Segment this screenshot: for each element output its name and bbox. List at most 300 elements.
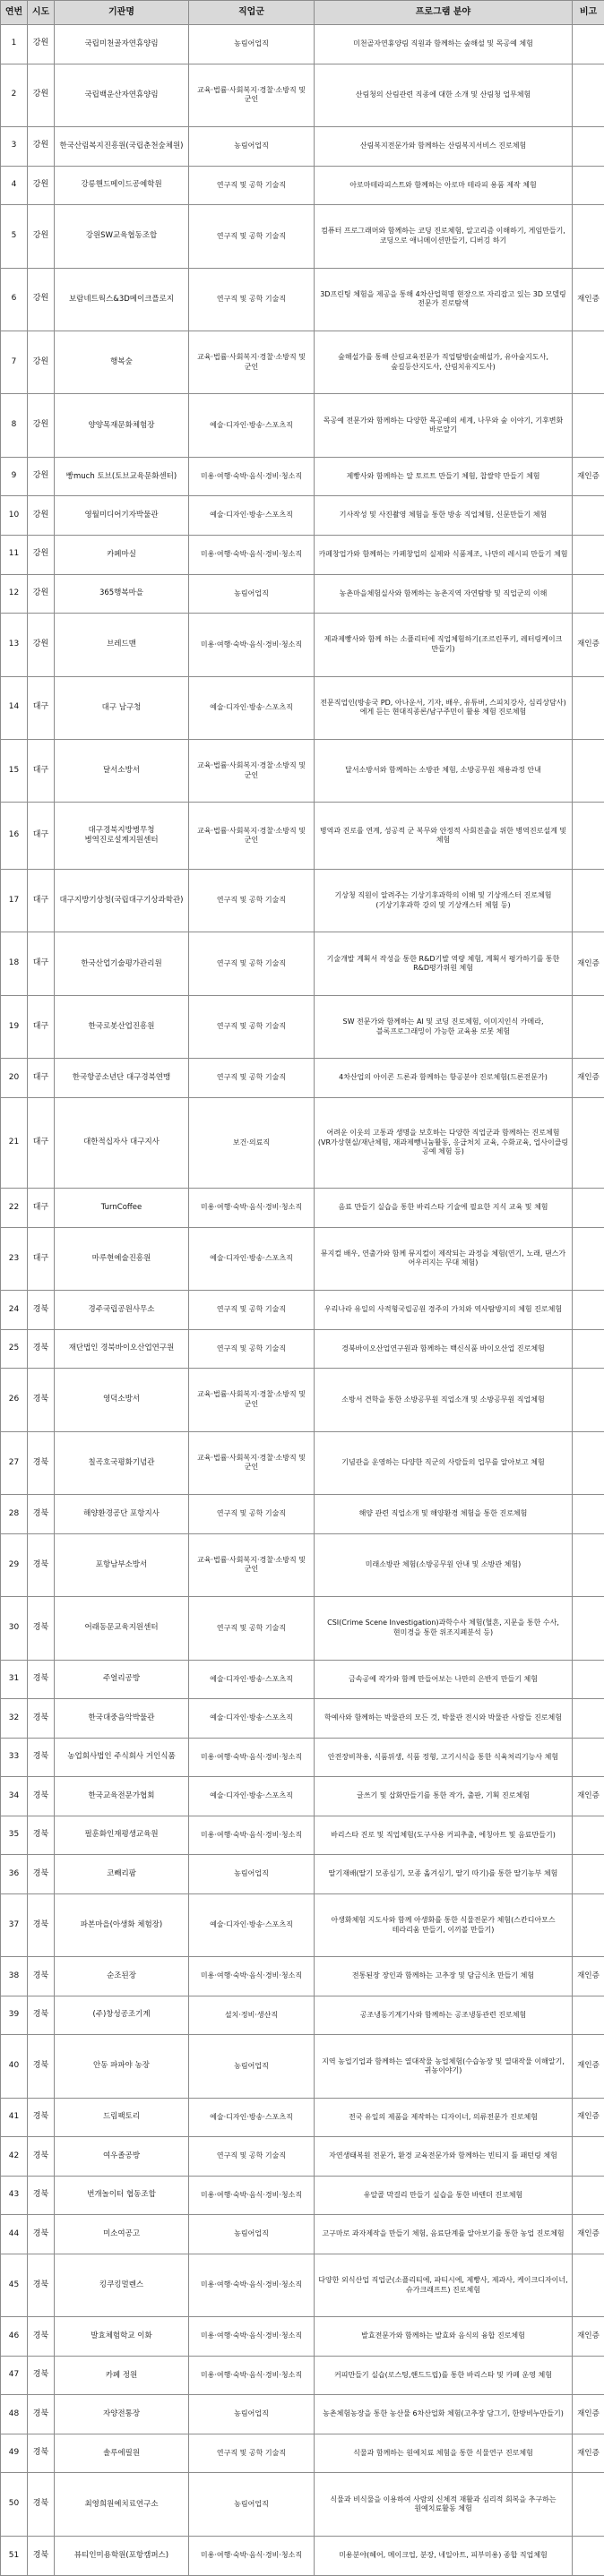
row-organization: 영덕소방서 <box>55 1369 189 1431</box>
row-note <box>573 394 604 457</box>
row-organization: 한국항공소년단 대구경북연맹 <box>55 1059 189 1098</box>
row-job-group: 미용·여행·숙박·음식·경비·청소직 <box>189 1738 315 1777</box>
row-note <box>573 1369 604 1431</box>
table-row <box>1 2434 604 2473</box>
row-organization: 한국대중음악박물관 <box>55 1699 189 1739</box>
row-organization: 영월미디어기자박물관 <box>55 496 189 536</box>
table-row <box>1 1227 604 1290</box>
row-program: 카페창업가와 함께하는 카페창업의 실제와 식품제조, 나만의 레시피 만들기 체험 <box>315 536 573 575</box>
table-row <box>1 2473 604 2536</box>
row-program: 음료 만들기 실습을 통한 바리스타 기술에 필요한 지식 교육 및 체험 <box>315 1189 573 1228</box>
row-region: 경북 <box>28 1957 55 1996</box>
row-job-group: 연구직 및 공학 기술직 <box>189 1329 315 1369</box>
row-organization: 경주국립공원사무소 <box>55 1291 189 1330</box>
row-organization: 달서소방서 <box>55 740 189 803</box>
row-organization: 포항남부소방서 <box>55 1533 189 1596</box>
row-region: 경북 <box>28 2176 55 2215</box>
row-region: 강원 <box>28 457 55 496</box>
row-region: 대구 <box>28 932 55 995</box>
row-number: 7 <box>1 331 28 394</box>
row-number: 1 <box>1 25 28 64</box>
row-region: 강원 <box>28 536 55 575</box>
row-job-group: 미용·여행·숙박·음식·경비·청소직 <box>189 1816 315 1855</box>
row-program: 공조냉동기계기사와 함께하는 공조냉동관련 진로체험 <box>315 1996 573 2035</box>
row-program: 글쓰기 및 삽화만들기를 통한 작가, 출판, 기획 진로체험 <box>315 1777 573 1816</box>
header-program: 프로그램 분야 <box>315 1 573 25</box>
row-note: 재인증 <box>573 932 604 995</box>
row-organization: 빵much 토브(토브교육문화센터) <box>55 457 189 496</box>
row-number: 12 <box>1 574 28 614</box>
row-note <box>573 166 604 205</box>
row-job-group: 미용·여행·숙박·음식·경비·청소직 <box>189 536 315 575</box>
row-job-group: 교육·법률·사회복지·경찰·소방직 및 군인 <box>189 64 315 126</box>
header-org: 기관명 <box>55 1 189 25</box>
row-note <box>573 1996 604 2035</box>
row-job-group: 연구직 및 공학 기술직 <box>189 166 315 205</box>
row-number: 13 <box>1 614 28 676</box>
row-region: 강원 <box>28 64 55 126</box>
row-job-group: 연구직 및 공학 기술직 <box>189 1291 315 1330</box>
row-region: 경북 <box>28 1533 55 1596</box>
row-job-group: 예술·디자인·방송·스포츠직 <box>189 2098 315 2137</box>
row-note <box>573 1495 604 1534</box>
row-region: 대구 <box>28 1097 55 1188</box>
row-organization: 최영희원예치료연구소 <box>55 2473 189 2536</box>
row-organization: 양양목재문화체험장 <box>55 394 189 457</box>
row-program: 제과제빵사와 함께 하는 소플리터에 직업체험하기(조르린푸키, 레터링케이크 만들기) <box>315 614 573 676</box>
row-region: 경북 <box>28 2536 55 2575</box>
row-organization: 국립백운산자연휴양림 <box>55 64 189 126</box>
row-note: 재인증 <box>573 2098 604 2137</box>
row-note <box>573 496 604 536</box>
row-number: 45 <box>1 2254 28 2316</box>
row-number: 33 <box>1 1738 28 1777</box>
row-organization: 행복숲 <box>55 331 189 394</box>
row-region: 경북 <box>28 1893 55 1956</box>
row-note <box>573 1227 604 1290</box>
row-note <box>573 1189 604 1228</box>
row-number: 18 <box>1 932 28 995</box>
row-number: 11 <box>1 536 28 575</box>
row-note <box>573 1097 604 1188</box>
table-row <box>1 614 604 676</box>
row-organization: 코빼리팜 <box>55 1855 189 1894</box>
row-number: 4 <box>1 166 28 205</box>
row-note <box>573 1855 604 1894</box>
row-number: 29 <box>1 1533 28 1596</box>
row-region: 강원 <box>28 574 55 614</box>
table-row <box>1 2317 604 2357</box>
row-note <box>573 64 604 126</box>
row-note: 재인증 <box>573 457 604 496</box>
row-program: 기술개발 계획서 작성을 통한 R&D기발 역량 체험, 계획서 평가하기를 통한 R&D평가위원 체험 <box>315 932 573 995</box>
row-organization: 강릉핸드메이드공예학원 <box>55 166 189 205</box>
row-organization: 국립미천골자연휴양림 <box>55 25 189 64</box>
row-organization: (주)창성공조기계 <box>55 1996 189 2035</box>
row-number: 47 <box>1 2356 28 2395</box>
table-row <box>1 1699 604 1739</box>
table-row <box>1 2035 604 2098</box>
row-note: 재인증 <box>573 614 604 676</box>
row-organization: 안동 파파야 농장 <box>55 2035 189 2098</box>
row-organization: 한국산업기술평가관리원 <box>55 932 189 995</box>
row-number: 49 <box>1 2434 28 2473</box>
row-number: 43 <box>1 2176 28 2215</box>
row-number: 20 <box>1 1059 28 1098</box>
row-job-group: 교육·법률·사회복지·경찰·소방직 및 군인 <box>189 803 315 869</box>
table-row <box>1 574 604 614</box>
row-organization: 펄훈화인재평생교육원 <box>55 1816 189 1855</box>
table-row <box>1 1097 604 1188</box>
row-organization: 대구지방기상청(국립대구기상과학관) <box>55 869 189 932</box>
row-number: 15 <box>1 740 28 803</box>
row-job-group: 농림어업직 <box>189 2035 315 2098</box>
row-job-group: 미용·여행·숙박·음식·경비·청소직 <box>189 2176 315 2215</box>
row-note <box>573 869 604 932</box>
row-region: 강원 <box>28 25 55 64</box>
row-region: 강원 <box>28 127 55 167</box>
table-row <box>1 331 604 394</box>
row-job-group: 미용·여행·숙박·음식·경비·청소직 <box>189 614 315 676</box>
table-row <box>1 268 604 331</box>
table-row <box>1 1369 604 1431</box>
row-note <box>573 574 604 614</box>
row-program: 기상청 직원이 알려주는 기상기후과학의 이해 및 기상캐스터 진로체험(기상기후과학 강의 및 기상캐스터 체험 등) <box>315 869 573 932</box>
row-region: 강원 <box>28 166 55 205</box>
header-row <box>1 1 604 25</box>
row-number: 46 <box>1 2317 28 2357</box>
row-job-group: 연구직 및 공학 기술직 <box>189 268 315 331</box>
row-note: 재인증 <box>573 2215 604 2254</box>
row-region: 경북 <box>28 1660 55 1699</box>
row-number: 19 <box>1 995 28 1058</box>
row-organization: 킹쿠킹멀렌스 <box>55 2254 189 2316</box>
row-program: SW 전문가와 함께하는 AI 및 코딩 진로체험, 이미지인식 카메라, 블록프로그래밍이 가능한 교육용 로봇 체험 <box>315 995 573 1058</box>
row-organization: 보람네트웍스&3D메이크플로지 <box>55 268 189 331</box>
row-organization: 솔루에필원 <box>55 2434 189 2473</box>
row-number: 8 <box>1 394 28 457</box>
row-note <box>573 1291 604 1330</box>
row-organization: 대구 남구청 <box>55 676 189 739</box>
row-job-group: 교육·법률·사회복지·경찰·소방직 및 군인 <box>189 1369 315 1431</box>
row-job-group: 교육·법률·사회복지·경찰·소방직 및 군인 <box>189 1431 315 1494</box>
row-program: 어려운 이웃의 고통과 생명을 보호하는 다양한 직업군과 함께하는 진로체험(VR가상현실/재난체험, 재과제뺑니눔활동, 응급처치 교육, 수화교육, 업사이클링 공예 체험 등) <box>315 1097 573 1188</box>
row-program: 산림청의 산림관련 직종에 대한 소개 및 산림청 업무체험 <box>315 64 573 126</box>
row-note <box>573 1597 604 1660</box>
row-organization: 대한적십자사 대구지사 <box>55 1097 189 1188</box>
row-note <box>573 2254 604 2316</box>
row-organization: TurnCoffee <box>55 1189 189 1228</box>
row-program: 4차산업의 아이콘 드론과 함께하는 항공분야 진로체험(드론전문가) <box>315 1059 573 1098</box>
row-note: 재인증 <box>573 268 604 331</box>
row-program: CSI(Crime Scene Investigation)과학수사 체험(혈흔, 지문을 통한 수사, 현미경을 통한 위조지폐분석 등) <box>315 1597 573 1660</box>
table-row <box>1 1495 604 1534</box>
row-note <box>573 331 604 394</box>
row-job-group: 연구직 및 공학 기술직 <box>189 932 315 995</box>
row-note <box>573 2473 604 2536</box>
table-header <box>1 1 604 25</box>
row-program: 아로마테라피스트와 함께하는 아로마 테라피 용품 제작 체험 <box>315 166 573 205</box>
row-note <box>573 1533 604 1596</box>
row-number: 35 <box>1 1816 28 1855</box>
table-row <box>1 1893 604 1956</box>
row-number: 3 <box>1 127 28 167</box>
row-number: 32 <box>1 1699 28 1739</box>
row-program: 자연생태복원 전문가, 환경 교육전문가와 함께하는 빈티지 틀 패턴링 체험 <box>315 2137 573 2177</box>
row-region: 경북 <box>28 2473 55 2536</box>
row-job-group: 미용·여행·숙박·음식·경비·청소직 <box>189 1189 315 1228</box>
row-organization: 자양전통장 <box>55 2395 189 2434</box>
table-row <box>1 2254 604 2316</box>
row-job-group: 미용·여행·숙박·음식·경비·청소직 <box>189 457 315 496</box>
row-organization: 순조된장 <box>55 1957 189 1996</box>
table-row <box>1 1189 604 1228</box>
row-job-group: 연구직 및 공학 기술직 <box>189 1495 315 1534</box>
row-job-group: 예술·디자인·방송·스포츠직 <box>189 1893 315 1956</box>
row-program: 우리나라 유일의 사적형국립공원 경주의 가치와 역사탐방지의 체험 진로체험 <box>315 1291 573 1330</box>
row-program: 고구마로 과자제작을 만들기 체험, 음료단계를 알아보기를 통한 농업 진로체험 <box>315 2215 573 2254</box>
row-program: 아생화체험 지도사와 함께 아생화를 통한 식물전문가 체험(스칸디아모스 테라리움 만들기, 이끼볼 만들기) <box>315 1893 573 1956</box>
row-organization: 해양환경공단 포항지사 <box>55 1495 189 1534</box>
row-job-group: 예술·디자인·방송·스포츠직 <box>189 1777 315 1816</box>
row-note <box>573 205 604 268</box>
table-row <box>1 127 604 167</box>
row-region: 강원 <box>28 268 55 331</box>
table-row <box>1 1597 604 1660</box>
row-region: 강원 <box>28 394 55 457</box>
row-note <box>573 803 604 869</box>
row-note <box>573 1329 604 1369</box>
row-region: 경북 <box>28 1597 55 1660</box>
table-row <box>1 496 604 536</box>
row-region: 경북 <box>28 2137 55 2177</box>
row-region: 강원 <box>28 205 55 268</box>
row-region: 강원 <box>28 614 55 676</box>
row-job-group: 교육·법률·사회복지·경찰·소방직 및 군인 <box>189 740 315 803</box>
row-organization: 칠곡호국평화기념관 <box>55 1431 189 1494</box>
row-job-group: 미용·여행·숙박·음식·경비·청소직 <box>189 2536 315 2575</box>
table-row <box>1 1329 604 1369</box>
table-row <box>1 1816 604 1855</box>
table-row <box>1 1957 604 1996</box>
table-row <box>1 1291 604 1330</box>
row-job-group: 농림어업직 <box>189 2215 315 2254</box>
row-job-group: 미용·여행·숙박·음식·경비·청소직 <box>189 2356 315 2395</box>
row-region: 대구 <box>28 1227 55 1290</box>
row-program: 다양한 외식산업 직업군(소플리티에, 파티시에, 제빵사, 제과사, 케이크디자이너, 슈가크래프트) 진로체험 <box>315 2254 573 2316</box>
row-note <box>573 25 604 64</box>
row-program: 전문직업인(방송국 PD, 아나운서, 기자, 배우, 유튜버, 스피치강사, 심리상담사)에게 듣는 현대직종론/남구주민이 활용 체험 진로체험 <box>315 676 573 739</box>
row-number: 51 <box>1 2536 28 2575</box>
row-note: 재인증 <box>573 1777 604 1816</box>
row-job-group: 농림어업직 <box>189 1855 315 1894</box>
row-note: 재인증 <box>573 1059 604 1098</box>
row-organization: 파본마을(아생화 체험장) <box>55 1893 189 1956</box>
table-row <box>1 2215 604 2254</box>
row-job-group: 연구직 및 공학 기술직 <box>189 1597 315 1660</box>
row-note: 재인증 <box>573 2035 604 2098</box>
table-row <box>1 995 604 1058</box>
table-row <box>1 1533 604 1596</box>
row-note: 재인증 <box>573 2395 604 2434</box>
row-region: 경북 <box>28 2215 55 2254</box>
table-row <box>1 2536 604 2575</box>
row-region: 경북 <box>28 1738 55 1777</box>
row-region: 대구 <box>28 995 55 1058</box>
row-note <box>573 536 604 575</box>
row-number: 42 <box>1 2137 28 2177</box>
row-number: 16 <box>1 803 28 869</box>
row-note <box>573 2176 604 2215</box>
row-program: 산림복지전문가와 함께하는 산림복지서비스 진로체험 <box>315 127 573 167</box>
row-region: 대구 <box>28 740 55 803</box>
row-program: 미용분야(헤어, 메이크업, 분장, 네일아트, 피부미용) 종합 직업체험 <box>315 2536 573 2575</box>
row-organization: 주얼리공방 <box>55 1660 189 1699</box>
table-row <box>1 205 604 268</box>
row-note <box>573 2356 604 2395</box>
row-number: 24 <box>1 1291 28 1330</box>
row-region: 경북 <box>28 2098 55 2137</box>
row-number: 10 <box>1 496 28 536</box>
row-organization: 번개놀이터 협동조합 <box>55 2176 189 2215</box>
row-region: 경북 <box>28 2434 55 2473</box>
row-organization: 농업회사법인 주식회사 거인식품 <box>55 1738 189 1777</box>
row-organization: 한국산림복지진흥원(국립춘천숲체원) <box>55 127 189 167</box>
row-job-group: 보건·의료직 <box>189 1097 315 1188</box>
row-program: 지역 농업기업과 함께하는 열대작물 농업체험(수습농장 및 열대작물 이해알기, 귀농이야기) <box>315 2035 573 2098</box>
row-job-group: 연구직 및 공학 기술직 <box>189 205 315 268</box>
table-row <box>1 869 604 932</box>
row-region: 경북 <box>28 1291 55 1330</box>
row-organization: 카페마실 <box>55 536 189 575</box>
row-region: 경북 <box>28 1329 55 1369</box>
row-region: 대구 <box>28 1059 55 1098</box>
row-number: 50 <box>1 2473 28 2536</box>
table-row <box>1 2098 604 2137</box>
row-job-group: 예술·디자인·방송·스포츠직 <box>189 1699 315 1739</box>
row-job-group: 교육·법률·사회복지·경찰·소방직 및 군인 <box>189 331 315 394</box>
row-note <box>573 1660 604 1699</box>
row-organization: 어래동문교육지원센터 <box>55 1597 189 1660</box>
row-note <box>573 2137 604 2177</box>
row-job-group: 농림어업직 <box>189 127 315 167</box>
row-program: 기사작성 및 사진촬영 체험을 통한 방송 직업체험, 신문만들기 체험 <box>315 496 573 536</box>
row-number: 39 <box>1 1996 28 2035</box>
table-row <box>1 394 604 457</box>
row-job-group: 교육·법률·사회복지·경찰·소방직 및 군인 <box>189 1533 315 1596</box>
row-program: 안전장비착용, 식품위생, 식품 정형, 고기시식을 통한 식육처리기능사 체험 <box>315 1738 573 1777</box>
row-number: 25 <box>1 1329 28 1369</box>
row-program: 유알콜 막걸리 만들기 실습을 통한 바텐더 진로체험 <box>315 2176 573 2215</box>
row-region: 경북 <box>28 1431 55 1494</box>
row-program: 학예사와 함께하는 박물관의 모든 것, 박물관 전시와 박물관 사람들 진로체험 <box>315 1699 573 1739</box>
row-number: 23 <box>1 1227 28 1290</box>
table-row <box>1 1855 604 1894</box>
row-job-group: 연구직 및 공학 기술직 <box>189 2434 315 2473</box>
row-program: 커피만들기 실습(로스팅,핸드드립)를 통한 바리스타 및 카페 운영 체험 <box>315 2356 573 2395</box>
row-job-group: 연구직 및 공학 기술직 <box>189 995 315 1058</box>
row-note <box>573 995 604 1058</box>
row-number: 30 <box>1 1597 28 1660</box>
row-job-group: 농림어업직 <box>189 2395 315 2434</box>
row-organization: 발효체험학교 이화 <box>55 2317 189 2357</box>
row-note <box>573 676 604 739</box>
row-organization: 여우졸공방 <box>55 2137 189 2177</box>
row-number: 17 <box>1 869 28 932</box>
row-organization: 한국로봇산업진흥원 <box>55 995 189 1058</box>
row-region: 경북 <box>28 2035 55 2098</box>
row-job-group: 미용·여행·숙박·음식·경비·청소직 <box>189 1957 315 1996</box>
row-program: 딸기재배(딸기 모종심기, 모종 옮겨심기, 딸기 따기)를 통한 딸기농부 체험 <box>315 1855 573 1894</box>
row-program: 병역과 진로를 연계, 성공적 군 복무와 안정적 사회진출을 위한 병역진로설계 및 체험 <box>315 803 573 869</box>
row-number: 28 <box>1 1495 28 1534</box>
row-region: 대구 <box>28 869 55 932</box>
table-row <box>1 932 604 995</box>
table-row <box>1 740 604 803</box>
row-number: 34 <box>1 1777 28 1816</box>
row-organization: 미소여공고 <box>55 2215 189 2254</box>
row-number: 41 <box>1 2098 28 2137</box>
row-program: 농촌체험농장을 통한 농산물 6차산업화 체험(고추장 담그기, 한방비누만들기) <box>315 2395 573 2434</box>
row-job-group: 예술·디자인·방송·스포츠직 <box>189 496 315 536</box>
table-row <box>1 1738 604 1777</box>
row-region: 경북 <box>28 1777 55 1816</box>
row-number: 36 <box>1 1855 28 1894</box>
row-note <box>573 2536 604 2575</box>
row-job-group: 연구직 및 공학 기술직 <box>189 869 315 932</box>
row-organization: 드림팩토리 <box>55 2098 189 2137</box>
row-program: 금속공예 작가와 함께 만들어보는 나만의 은반지 만들기 체험 <box>315 1660 573 1699</box>
row-job-group: 예술·디자인·방송·스포츠직 <box>189 394 315 457</box>
row-region: 강원 <box>28 496 55 536</box>
row-program: 발효전문가와 함께하는 발효와 음식의 융합 진로체험 <box>315 2317 573 2357</box>
row-program: 3D프린팅 체험을 제공을 통해 4차산업혁명 현장으로 자리잡고 있는 3D 모델링 전문가 진로탐색 <box>315 268 573 331</box>
table-row <box>1 25 604 64</box>
table-row <box>1 676 604 739</box>
row-job-group: 미용·여행·숙박·음식·경비·청소직 <box>189 2317 315 2357</box>
table-row <box>1 166 604 205</box>
row-job-group: 농림어업직 <box>189 574 315 614</box>
table-row <box>1 457 604 496</box>
row-job-group: 미용·여행·숙박·음식·경비·청소직 <box>189 2254 315 2316</box>
row-number: 40 <box>1 2035 28 2098</box>
row-number: 5 <box>1 205 28 268</box>
row-organization: 재단법인 경북바이오산업연구원 <box>55 1329 189 1369</box>
row-program: 컴퓨터 프로그래머와 함께하는 코딩 진로체험, 알고리즘 이해하기, 게임만들기, 코딩으로 애니메이션만들기, 디버깅 하기 <box>315 205 573 268</box>
row-number: 21 <box>1 1097 28 1188</box>
row-job-group: 연구직 및 공학 기술직 <box>189 2137 315 2177</box>
row-number: 14 <box>1 676 28 739</box>
row-note: 재인증 <box>573 2434 604 2473</box>
row-organization: 강원SW교육협동조합 <box>55 205 189 268</box>
row-program: 뮤지컬 배우, 연출가와 함께 뮤지컬이 제작되는 과정을 체험(연기, 노래, 댄스가 어우러지는 무대 체험) <box>315 1227 573 1290</box>
row-number: 37 <box>1 1893 28 1956</box>
row-program: 미천골자연휴양림 직원과 함께하는 숲해설 및 목공예 체험 <box>315 25 573 64</box>
row-job-group: 농림어업직 <box>189 2473 315 2536</box>
row-note <box>573 1816 604 1855</box>
row-region: 대구 <box>28 803 55 869</box>
row-program: 경북바이오산업연구원과 함께하는 백신식품 바이오산업 진로체험 <box>315 1329 573 1369</box>
row-program: 목공예 전문가와 함께하는 다양한 목공예의 세계, 나무와 숲 이야기, 기후변화 바로알기 <box>315 394 573 457</box>
table-row <box>1 1660 604 1699</box>
row-number: 26 <box>1 1369 28 1431</box>
row-program: 식물과 비식물을 이용하여 사람의 신체적 재활과 심리적 회복을 추구하는 원예치료활동 체험 <box>315 2473 573 2536</box>
table-row <box>1 1777 604 1816</box>
header-note: 비고 <box>573 1 604 25</box>
row-organization: 365행복마을 <box>55 574 189 614</box>
row-region: 대구 <box>28 1189 55 1228</box>
row-number: 27 <box>1 1431 28 1494</box>
